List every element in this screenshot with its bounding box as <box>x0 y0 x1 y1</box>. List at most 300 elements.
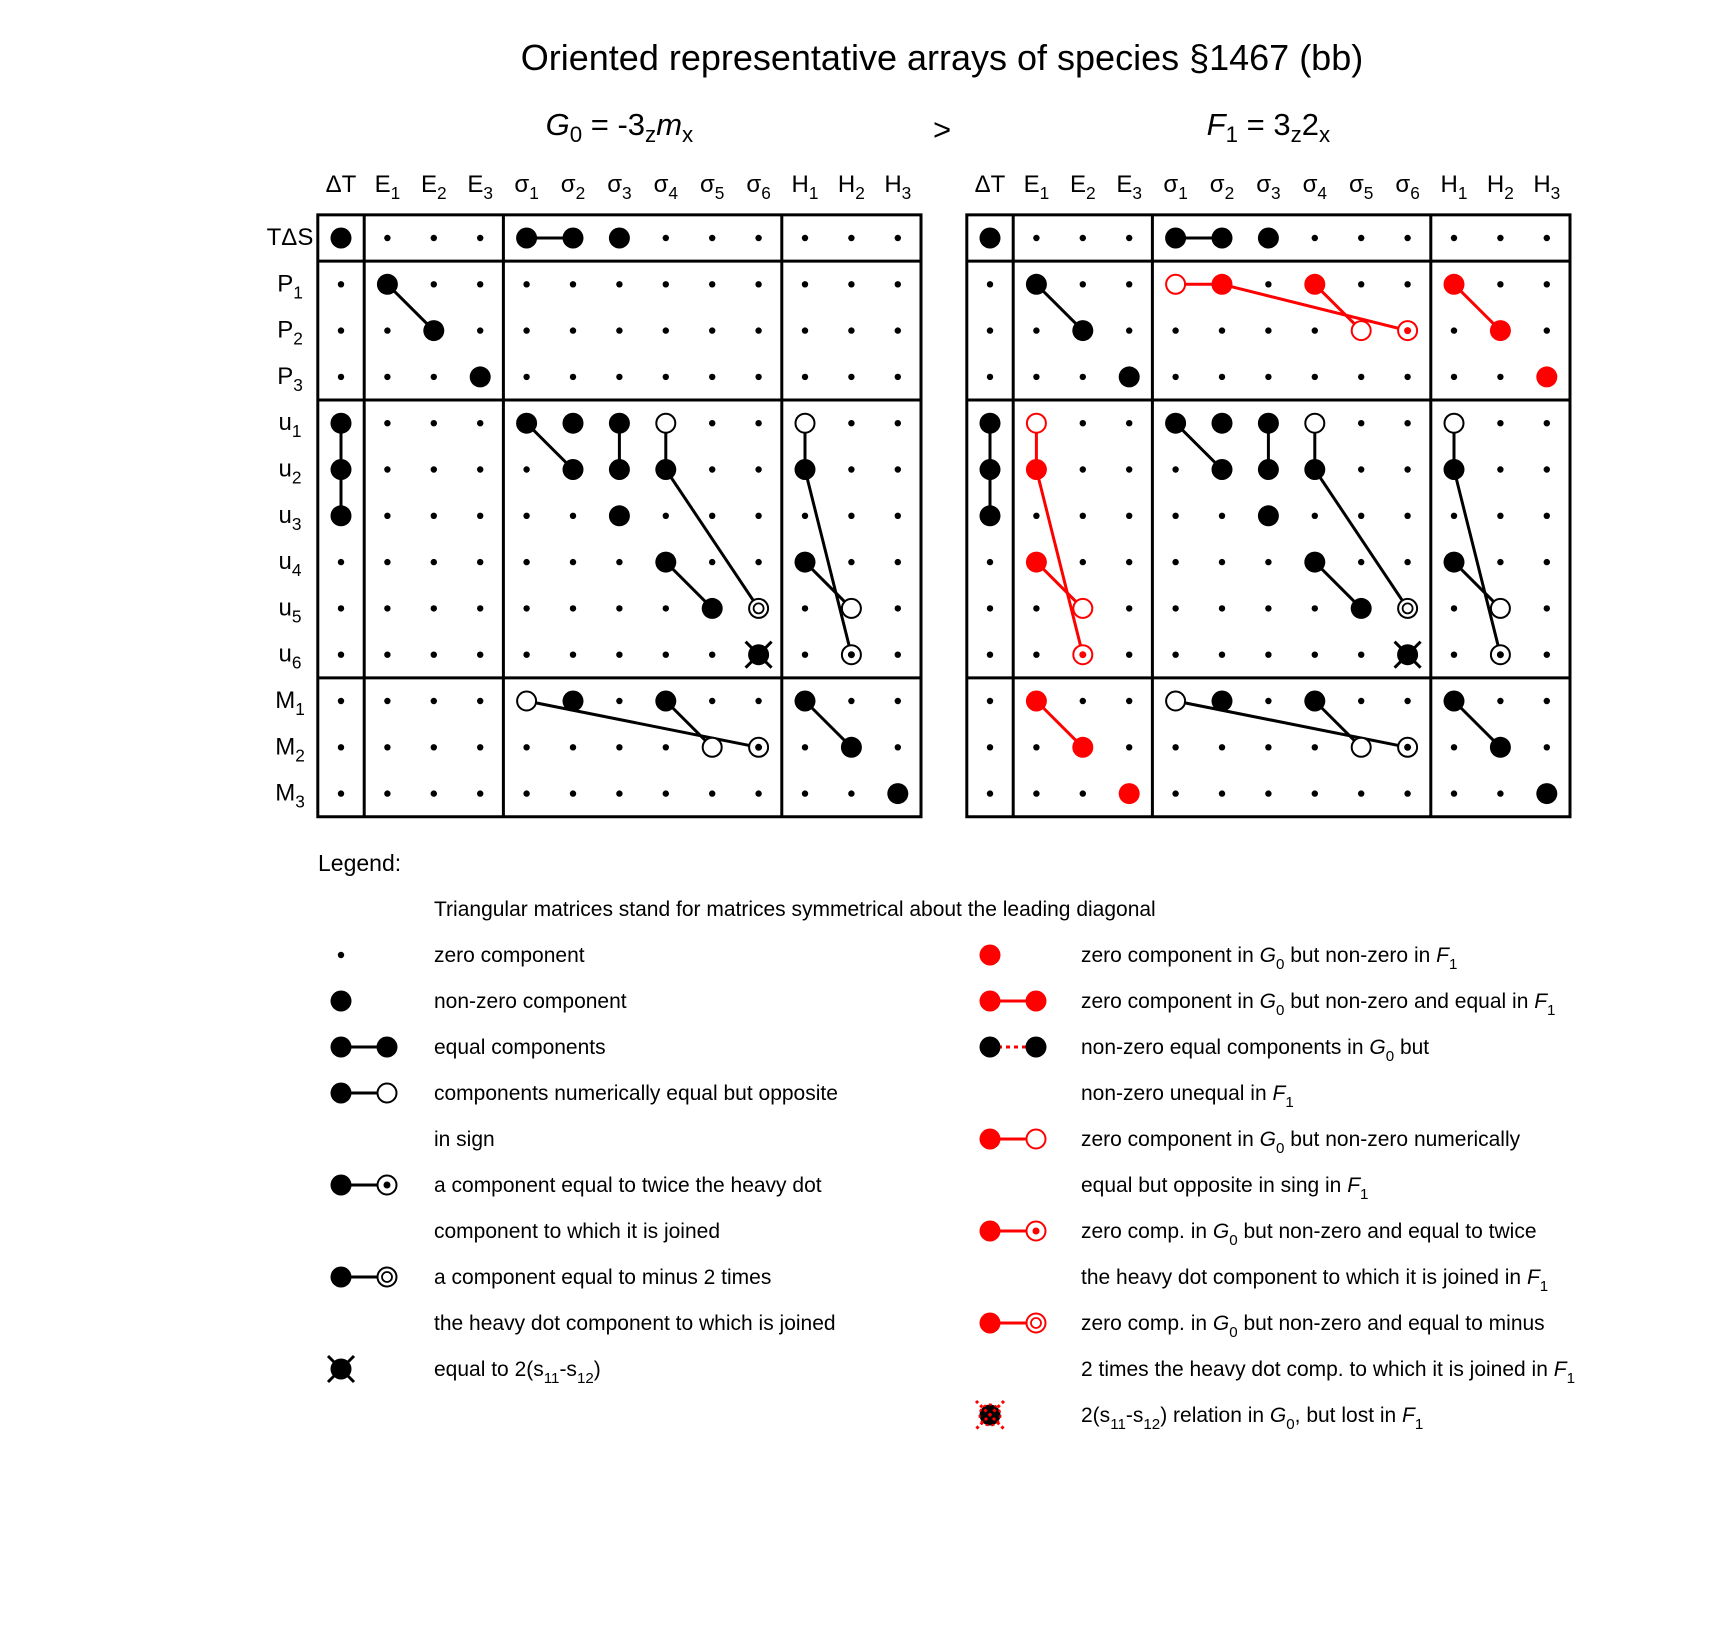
zero-component <box>384 374 390 380</box>
legend-entry-text <box>1081 1358 1575 1387</box>
zero-component <box>709 281 715 287</box>
column-part: σ <box>1302 171 1318 198</box>
zero-component <box>1219 327 1225 333</box>
zero-component <box>709 513 715 519</box>
nonzero-component <box>563 459 584 480</box>
column-sub: 1 <box>808 183 819 203</box>
column-sub: 2 <box>575 183 586 203</box>
nonzero-component <box>331 413 352 434</box>
zero-component <box>523 327 529 333</box>
zero-component <box>477 698 483 704</box>
zero-component <box>1172 744 1178 750</box>
opposite-component <box>1073 599 1092 618</box>
column-sub: 4 <box>668 183 679 203</box>
column-part: σ <box>514 171 530 198</box>
zero-component <box>338 698 344 704</box>
row-sub: 3 <box>293 374 303 395</box>
zero-component <box>384 466 390 472</box>
nonzero-component <box>331 505 352 526</box>
row-label <box>275 687 305 719</box>
zero-component <box>431 652 437 658</box>
zero-component <box>1265 744 1271 750</box>
twice-component-center <box>1404 744 1411 751</box>
opposite-component <box>517 692 536 711</box>
legend-sub: 1 <box>1414 1416 1424 1433</box>
nonzero-component <box>1258 413 1279 434</box>
zero-component <box>1404 235 1410 241</box>
legend-icon-r-full <box>980 945 1001 966</box>
zero-component <box>384 420 390 426</box>
zero-component <box>1358 513 1364 519</box>
nonzero-component <box>609 413 630 434</box>
zero-component <box>1497 281 1503 287</box>
column-part: H <box>791 171 809 198</box>
minus2-component <box>1027 1314 1046 1333</box>
legend-part: but non-zero and equal to twice <box>1237 1220 1537 1243</box>
nonzero-component <box>1212 691 1233 712</box>
legend-part: zero component <box>434 944 585 967</box>
zero-component <box>523 281 529 287</box>
heading-sub: 1 <box>1225 122 1239 147</box>
legend-part: equal components <box>434 1036 606 1059</box>
nonzero-component <box>1026 691 1047 712</box>
heading-part: G <box>545 107 570 142</box>
zero-component <box>616 790 622 796</box>
zero-component <box>338 744 344 750</box>
heading-part: = 3 <box>1238 107 1291 142</box>
component-link <box>666 470 759 609</box>
legend-part: F <box>1534 990 1548 1013</box>
nonzero-component <box>331 459 352 480</box>
zero-component <box>477 466 483 472</box>
zero-component <box>384 652 390 658</box>
zero-component <box>802 605 808 611</box>
legend-zero-dot <box>338 952 344 958</box>
component-link <box>527 701 759 747</box>
nonzero-component <box>1304 552 1325 573</box>
zero-component <box>1080 513 1086 519</box>
zero-component <box>895 698 901 704</box>
row-part: u <box>278 548 292 576</box>
zero-component <box>848 559 854 565</box>
zero-component <box>1312 790 1318 796</box>
nonzero-component <box>1165 228 1186 249</box>
zero-component <box>616 327 622 333</box>
zero-component <box>384 698 390 704</box>
zero-component <box>1451 605 1457 611</box>
legend-part: 2(s <box>1081 1404 1111 1427</box>
zero-component <box>755 466 761 472</box>
zero-component <box>1312 513 1318 519</box>
row-sub: 3 <box>295 791 305 812</box>
zero-component <box>987 327 993 333</box>
zero-component <box>987 744 993 750</box>
legend-note: Triangular matrices stand for matrices symmetrical about the leading diagonal <box>434 898 1156 921</box>
zero-component <box>848 698 854 704</box>
nonzero-component <box>1072 737 1093 758</box>
column-header <box>1533 171 1560 203</box>
legend-sub: 0 <box>1275 1140 1285 1157</box>
zero-component <box>1033 652 1039 658</box>
row-label <box>267 224 314 251</box>
zero-component <box>1172 790 1178 796</box>
column-part: E <box>1116 171 1133 198</box>
zero-component <box>1404 374 1410 380</box>
row-part: P <box>277 270 294 298</box>
row-part: M <box>275 779 296 807</box>
zero-component <box>1080 790 1086 796</box>
zero-component <box>1172 327 1178 333</box>
zero-component <box>616 652 622 658</box>
legend-part: F <box>1272 1082 1286 1105</box>
zero-component <box>1080 559 1086 565</box>
zero-component <box>755 513 761 519</box>
row-sub: 2 <box>293 328 303 349</box>
zero-component <box>1265 652 1271 658</box>
row-sub: 2 <box>295 745 305 766</box>
zero-component <box>1033 513 1039 519</box>
zero-component <box>1312 744 1318 750</box>
zero-component <box>616 698 622 704</box>
twice-component-center <box>755 744 762 751</box>
nonzero-component <box>1026 991 1047 1012</box>
legend-part: F <box>1553 1358 1567 1381</box>
zero-component <box>895 420 901 426</box>
nonzero-component <box>980 413 1001 434</box>
component-link <box>1315 470 1408 609</box>
row-part: TΔS <box>266 224 314 251</box>
column-part: ΔT <box>974 171 1006 198</box>
nonzero-component <box>655 691 676 712</box>
nonzero-component <box>980 945 1001 966</box>
row-part: P <box>277 362 294 390</box>
zero-component <box>1451 327 1457 333</box>
nonzero-component <box>1444 552 1465 573</box>
heading-sub: 0 <box>569 122 583 147</box>
column-header <box>975 171 1006 198</box>
zero-component <box>895 466 901 472</box>
legend-part: G <box>1259 1128 1276 1151</box>
zero-component <box>1451 744 1457 750</box>
zero-component <box>1404 420 1410 426</box>
column-header <box>467 171 493 203</box>
nonzero-component <box>980 1037 1001 1058</box>
array-G0 <box>267 107 921 817</box>
legend-icon-r-twice <box>980 1221 1046 1242</box>
nonzero-component <box>1119 366 1140 387</box>
column-sub: 3 <box>1132 183 1143 203</box>
nonzero-component <box>377 274 398 295</box>
zero-component <box>338 281 344 287</box>
legend-part: G <box>1212 1312 1230 1335</box>
zero-component <box>848 466 854 472</box>
row-label <box>279 502 302 534</box>
zero-component <box>431 790 437 796</box>
legend-entry-text <box>434 1174 822 1197</box>
nonzero-component <box>1165 413 1186 434</box>
figure-title: Oriented representative arrays of species §1467 (bb) <box>520 37 1364 78</box>
column-part: σ <box>653 171 669 198</box>
legend-part: but non-zero and equal in <box>1284 990 1535 1013</box>
legend-part: equal to 2(s <box>434 1358 544 1381</box>
nonzero-component <box>1444 459 1465 480</box>
zero-component <box>1265 698 1271 704</box>
row-label <box>279 641 302 673</box>
legend-part: component to which it is joined <box>434 1220 720 1243</box>
zero-component <box>477 605 483 611</box>
zero-component <box>1126 652 1132 658</box>
zero-component <box>570 281 576 287</box>
nonzero-component <box>1212 413 1233 434</box>
legend-sub: 0 <box>1385 1048 1395 1065</box>
legend-sub: 0 <box>1286 1416 1295 1433</box>
zero-component <box>523 744 529 750</box>
nonzero-component <box>1026 1037 1047 1058</box>
legend-part: 2 times the heavy dot comp. to which it is joined in <box>1081 1358 1554 1381</box>
zero-component <box>663 281 669 287</box>
column-part: σ <box>699 171 715 198</box>
nonzero-component <box>1212 274 1233 295</box>
zero-component <box>570 605 576 611</box>
legend-entry-text <box>1081 1036 1429 1065</box>
opposite-component <box>1352 321 1371 340</box>
zero-component <box>663 374 669 380</box>
zero-component <box>709 698 715 704</box>
column-sub: 2 <box>855 183 865 203</box>
nonzero-component <box>1536 366 1557 387</box>
zero-component <box>1033 744 1039 750</box>
component-link <box>1176 701 1408 747</box>
zero-component <box>523 374 529 380</box>
opposite-component <box>1305 414 1324 433</box>
zero-component <box>755 698 761 704</box>
legend-part: ) relation in <box>1160 1404 1270 1427</box>
row-part: u <box>278 640 292 668</box>
zero-component <box>1451 235 1457 241</box>
array-F1 <box>967 107 1570 817</box>
zero-component <box>384 559 390 565</box>
zero-component <box>802 744 808 750</box>
zero-component <box>895 744 901 750</box>
zero-component <box>1358 235 1364 241</box>
zero-component <box>431 420 437 426</box>
zero-component <box>338 605 344 611</box>
zero-component <box>1172 374 1178 380</box>
legend-entry-text <box>1081 1404 1423 1433</box>
zero-component <box>1497 235 1503 241</box>
zero-component <box>384 327 390 333</box>
legend-icon-full <box>331 991 352 1012</box>
nonzero-component <box>1444 691 1465 712</box>
nonzero-component <box>1536 783 1557 804</box>
column-part: σ <box>607 171 623 198</box>
legend-entry-text <box>1081 1082 1294 1111</box>
opposite-component <box>703 738 722 757</box>
legend-entry-text <box>434 1082 838 1105</box>
zero-component <box>1312 374 1318 380</box>
nonzero-component <box>609 459 630 480</box>
zero-component <box>570 744 576 750</box>
column-header <box>561 171 585 203</box>
column-part: H <box>837 171 856 198</box>
zero-component <box>802 235 808 241</box>
zero-component <box>1126 559 1132 565</box>
column-sub: 1 <box>1039 183 1050 203</box>
zero-component <box>709 466 715 472</box>
twice-component-center <box>1497 651 1504 658</box>
column-sub: 6 <box>1410 183 1420 203</box>
legend-sub: 1 <box>1547 1002 1556 1019</box>
column-sub: 5 <box>1363 183 1374 203</box>
column-sub: 1 <box>390 183 401 203</box>
zero-component <box>1219 744 1225 750</box>
legend-part: zero comp. in <box>1081 1220 1213 1243</box>
zero-component <box>1126 698 1132 704</box>
row-label <box>275 733 305 765</box>
legend-entry-text <box>434 1358 601 1387</box>
twice-component-center <box>1404 327 1411 334</box>
zero-component <box>1544 605 1550 611</box>
legend-icon-opposite <box>331 1083 397 1104</box>
legend-part: zero component in <box>1081 990 1260 1013</box>
arrays-layer <box>267 107 1570 817</box>
zero-component <box>1358 790 1364 796</box>
legend-part: G <box>1212 1220 1230 1243</box>
column-header <box>654 171 679 203</box>
column-part: E <box>1023 171 1040 198</box>
legend-part: F <box>1402 1404 1415 1427</box>
zero-component <box>663 327 669 333</box>
legend-entry-text <box>434 1036 606 1059</box>
zero-component <box>848 420 854 426</box>
zero-component <box>1265 559 1271 565</box>
nonzero-component <box>1258 228 1279 249</box>
column-sub: 3 <box>483 183 494 203</box>
legend-icon-k-dotted <box>980 1037 1047 1058</box>
zero-component <box>755 559 761 565</box>
nonzero-component <box>1026 552 1047 573</box>
zero-component <box>848 327 854 333</box>
column-sub: 3 <box>622 183 632 203</box>
nonzero-component <box>980 228 1001 249</box>
zero-component <box>802 374 808 380</box>
row-sub: 4 <box>291 560 302 581</box>
legend-part: non-zero component <box>434 990 627 1013</box>
column-part: σ <box>1348 171 1364 198</box>
opposite-component <box>1027 1130 1046 1149</box>
nonzero-component <box>1212 228 1233 249</box>
zero-component <box>338 327 344 333</box>
zero-component <box>477 327 483 333</box>
zero-component <box>616 605 622 611</box>
nonzero-component <box>609 228 630 249</box>
legend-entry-text <box>434 990 627 1013</box>
zero-component <box>1126 420 1132 426</box>
column-part: H <box>1440 171 1458 198</box>
column-part: E <box>374 171 391 198</box>
nonzero-component <box>331 1037 352 1058</box>
nonzero-component <box>1212 459 1233 480</box>
row-sub: 1 <box>295 699 305 719</box>
zero-component <box>1497 698 1503 704</box>
column-sub: 3 <box>1550 183 1561 203</box>
row-sub: 1 <box>293 282 303 303</box>
column-part: σ <box>1395 171 1411 198</box>
nonzero-component <box>1072 320 1093 341</box>
zero-component <box>570 327 576 333</box>
zero-component <box>802 790 808 796</box>
zero-component <box>1404 513 1410 519</box>
zero-component <box>802 281 808 287</box>
heading-part: F <box>1206 107 1226 142</box>
column-header <box>792 171 819 203</box>
column-part: σ <box>1256 171 1272 198</box>
column-header <box>1163 171 1187 203</box>
zero-component <box>477 513 483 519</box>
zero-component <box>1265 281 1271 287</box>
nonzero-component <box>980 1221 1001 1242</box>
legend-sub: 1 <box>1539 1278 1549 1295</box>
column-header <box>838 171 865 203</box>
legend-part: F <box>1436 944 1449 967</box>
legend-sub: 0 <box>1229 1324 1238 1341</box>
nonzero-component <box>980 505 1001 526</box>
zero-component <box>1080 466 1086 472</box>
legend-icon-minus2 <box>331 1267 397 1288</box>
legend-part: -s <box>1125 1404 1144 1427</box>
legend-entry-text <box>1081 1312 1545 1341</box>
zero-component <box>1312 327 1318 333</box>
zero-component <box>1219 374 1225 380</box>
zero-component <box>755 235 761 241</box>
nonzero-component <box>1490 320 1511 341</box>
column-part: H <box>1486 171 1505 198</box>
zero-component <box>1219 652 1225 658</box>
legend-sub: 11 <box>543 1370 560 1387</box>
zero-component <box>1544 327 1550 333</box>
nonzero-component <box>1490 737 1511 758</box>
zero-component <box>570 652 576 658</box>
row-sub: 5 <box>291 606 302 627</box>
nonzero-component <box>1119 783 1140 804</box>
legend-part: but non-zero and equal to minus <box>1237 1312 1545 1335</box>
column-header <box>1441 171 1468 203</box>
column-header <box>326 171 357 198</box>
row-part: M <box>275 733 296 761</box>
nonzero-component <box>1026 274 1047 295</box>
legend-part: G <box>1369 1036 1386 1059</box>
row-label <box>277 363 303 395</box>
zero-component <box>802 652 808 658</box>
legend-sub: 1 <box>1448 956 1458 973</box>
zero-component <box>431 744 437 750</box>
zero-component <box>848 235 854 241</box>
legend <box>318 850 1575 1433</box>
nonzero-component <box>331 1175 352 1196</box>
zero-component <box>338 374 344 380</box>
legend-part: non-zero equal components in <box>1081 1036 1370 1059</box>
legend-sub: 0 <box>1275 956 1285 973</box>
zero-component <box>523 466 529 472</box>
column-header <box>375 171 401 203</box>
zero-component <box>1358 466 1364 472</box>
legend-part: a component equal to minus 2 times <box>434 1266 772 1289</box>
column-sub: 2 <box>1504 183 1514 203</box>
zero-component <box>431 281 437 287</box>
column-sub: 5 <box>714 183 725 203</box>
zero-component <box>709 790 715 796</box>
zero-component <box>1080 281 1086 287</box>
